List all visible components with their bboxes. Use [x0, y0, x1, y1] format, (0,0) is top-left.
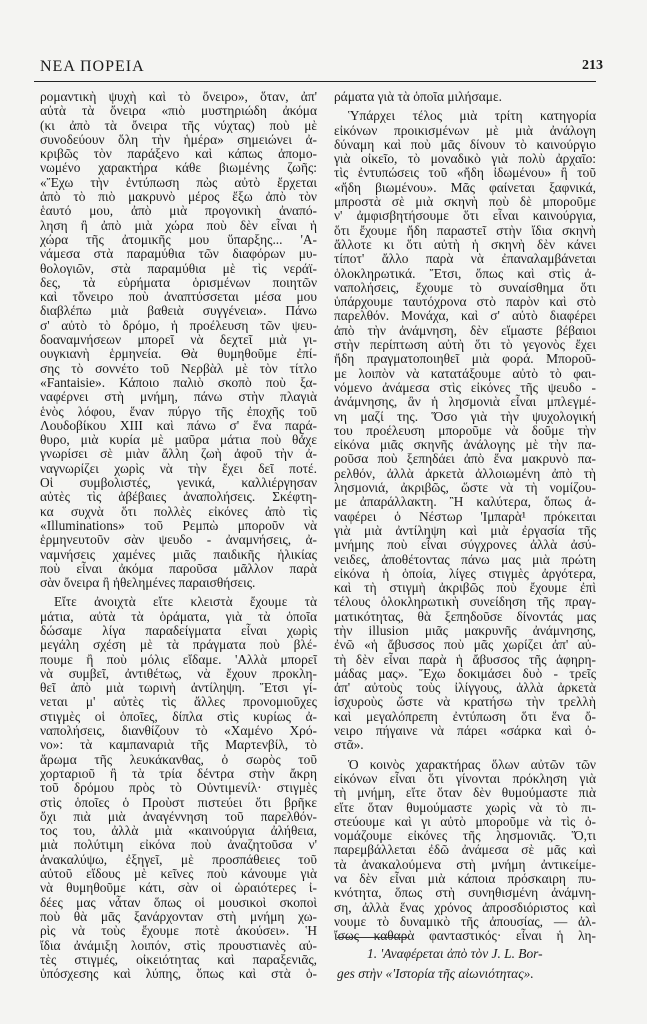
- paragraph: [334, 109, 596, 752]
- text-line: στεύουμε καὶ γι αὐτὸ μποροῦμε νὰ τὶς ὀ-: [334, 813, 596, 829]
- text-line: εἰκόνων προικισμένων μὲ μιὰ ἀνάλογη: [334, 122, 596, 138]
- text-line: ἑνὸς λόφου, ἕναν πύργο τῆς ἐποχῆς τοῦ: [40, 403, 317, 419]
- text-line: Ὁ κοινὸς χαρακτήρας ὅλων αὐτῶν τῶν: [348, 756, 596, 772]
- text-line: «Illuminations» τοῦ Ρεμπὼ μποροῦν νὰ: [40, 517, 317, 533]
- text-line: ἄρωμα τῆς λευκάκανθας, ὁ σωρὸς τοῦ: [40, 751, 317, 767]
- text-line: τὶς ἐντυπώσεις τοῦ «ἤδη ἰδωμένου» ἢ τοῦ: [334, 165, 596, 181]
- header-rule: [34, 81, 596, 82]
- text-line: νὰ συμβεῖ, ἀντιθέτως, νὰ ἔχουν προκλη-: [40, 665, 317, 681]
- text-line: με λοιπὸν νὰ κατατάξουμε αὐτὸ τὸ φαι-: [334, 365, 596, 381]
- text-line: Λουδοβίκου XIII καὶ πάνω σ' ἕνα παρά-: [40, 417, 317, 433]
- text-line: ἀνάμνησης, ἂν ἡ λησμονιὰ εἶναι μπλεγμέ-: [334, 394, 596, 410]
- text-line: νόμενο ἀνάμεσα στὶς εἰκόνες τῆς ψευδο -: [334, 379, 596, 395]
- text-line: νωμένο χαρακτήρα κάθε βιωμένης ζωῆς:: [40, 160, 317, 176]
- text-line: διαβλέπω μιὰ βαθειὰ συγγένεια». Πάνω: [40, 303, 317, 319]
- text-line: τὰ ἀνακαλούμενα στὴ μνήμη ἀντικείμε-: [334, 856, 596, 872]
- text-line: λησμονιά, ἀκριβῶς, ὥστε νὰ τὴ νομίζου-: [334, 480, 596, 496]
- text-line: ἐνῶ «ἡ ἄβυσσος ποὺ μᾶς χωρίζει ἀπ' αὐ-: [334, 637, 596, 653]
- text-line: ἑαυτό μου, ἀπὸ μιὰ προγονικὴ ἀναπό-: [40, 203, 317, 219]
- text-line: αὐτὲς τὶς ἀβέβαιες ἀναπολήσεις. Σκέφτη-: [40, 489, 317, 505]
- text-line: ὄχι πιὰ μιὰ ἀναγέννηση τοῦ παρελθόν-: [40, 808, 317, 824]
- text-line: μνήμης ποὺ εἶναι σύγχρονες ἀλλὰ ἀσύ-: [334, 537, 596, 553]
- text-line: μιὰ πολύτιμη εἰκόνα ποὺ ἀναζητοῦσα ν': [40, 837, 317, 853]
- paragraph: [40, 90, 317, 590]
- text-line: δύναμη καὶ ποὺ μᾶς δίνουν τὸ καινούργιο: [334, 136, 596, 152]
- text-line: ναφέρει ὁ Νέστωρ 'Ιμπαρὰ¹ πρόκειται: [334, 508, 596, 524]
- text-line: καὶ τὄνειρο ποὺ ἀναπτύσσεται μέσα μου: [40, 289, 317, 305]
- text-line: νουμε τὸ δυναμικὸ τῆς ἀπουσίας, — ἀλ-: [334, 913, 596, 929]
- text-line: ἴδια ἀνάμιξη λοιπόν, στὶς προυστιανὲς αὐ-: [40, 937, 317, 953]
- text-line: τὲς στιγμές, οἰκειότητας καὶ παραξενιᾶς,: [40, 951, 317, 967]
- text-line: νάμεσα στὰ παραμύθια τῶν διαφόρων μυ-: [40, 246, 317, 262]
- text-line: ναπολήσεις, διανθίζουν τὸ «Χαμένο Χρό-: [40, 723, 317, 739]
- text-line: τὴ δὲν εἶναι παρὰ ἡ ἄβυσσος τῆς ἀφηρη-: [334, 651, 596, 667]
- text-line: νη μαζί της. Ὅσο γιὰ τὴν ψυχολογική: [334, 408, 596, 424]
- text-line: θεῖ ἀπὸ μιὰ τωρινὴ ἀντίληψη. Ἔτσι γί-: [40, 680, 317, 696]
- text-line: ματικότητας, θὰ ξεπηδοῦσε δίνοντάς μας: [334, 608, 596, 624]
- text-line: ναμνήσεις χαμένες μιᾶς παιδικῆς ἡλικίας: [40, 546, 317, 562]
- text-line: ροῦσα ποὺ ξεπηδάει ἀπὸ ἕνα μακρυνὸ πα-: [334, 451, 596, 467]
- text-line: ἤδη πραγματοποιηθεῖ μιὰ φορά. Μποροῦ-: [334, 351, 596, 367]
- text-line: ἀπὸ τὸ πιὸ μακρυνὸ μέρος ἔξω ἀπὸ τὸν: [40, 189, 317, 205]
- text-line: εἴτε ὅταν θυμούμαστε χωρὶς νὰ τὸ πι-: [334, 799, 596, 815]
- text-line: παρεμβάλλεται ἐδῶ ἀνάμεσα σὲ μᾶς καὶ: [334, 842, 596, 858]
- text-line: μάδας μας». Ἔχω δοκιμάσει δυὸ - τρεῖς: [334, 665, 596, 681]
- text-line: εἰκόνα μιᾶς σκηνῆς ἀνάλογης μὲ τὴν πα-: [334, 437, 596, 453]
- text-line: «ἤδη βιωμένου». Μᾶς φαίνεται ξαφνικά,: [334, 179, 596, 195]
- text-line: δοαναμνήσεων μπορεῖ νὰ δεχτεῖ μιὰ γι-: [40, 332, 317, 348]
- text-line: ράματα γιὰ τὰ ὁποῖα μιλήσαμε.: [334, 89, 502, 104]
- text-line: ἀπὸ τὴν ἀνάμνηση, δὲν εἴμαστε βέβαιοι: [334, 322, 596, 338]
- text-line: σὰν ὄνειρα ἢ ἠθελημένες παραισθήσεις.: [40, 575, 256, 591]
- text-line: τίποτ' ἄλλο παρὰ νὰ ἐπαναλαμβάνεται: [334, 251, 596, 267]
- text-line: ληση ἢ ἀπὸ μιὰ χώρα ποὺ δὲν εἶναι ἡ: [40, 217, 317, 233]
- text-line: ἀπ' αὐτοὺς τοὺς ἰλίγγους, ἀλλὰ ἀρκετὰ: [334, 680, 596, 696]
- text-line: κνότητα, ὅπως στὴ συνηθισμένη ἀνάμνη-: [334, 885, 596, 901]
- text-line: γνωρίσει σὲ μιὰν ἄλλη ζωὴ ἀφοῦ τὴν ἀ-: [40, 446, 317, 462]
- text-line: καὶ τὴ στιγμὴ ἀκριβῶς ποὺ ἔχουμε ἐπὶ: [334, 580, 596, 596]
- text-line: δες, τὰ εὑρήματα ὁρισμένων ποιητῶν: [40, 274, 317, 290]
- text-line: αὐτοῦ εἴδους μὲ κεῖνες ποὺ κάνουμε γιὰ: [40, 866, 317, 882]
- text-line: κριβῶς τὸν παράξενο καὶ κάπως ἀπομο-: [40, 146, 317, 162]
- text-line: αὐτὰ τὰ ὄνειρα «πιὸ μυστηριώδη ἀκόμα: [40, 103, 317, 119]
- text-line: νὰ θυμηθοῦμε κάτι, σὰν οἱ ὡραιότερες ἰ-: [40, 880, 317, 896]
- text-line: χώρα τῆς ἀτομικῆς μου ὕπαρξης... 'Α-: [40, 231, 317, 247]
- text-line: θολογιῶν, στὰ παραμύθια μὲ τὶς νεράϊ-: [40, 260, 317, 276]
- paragraph: [40, 595, 317, 981]
- text-line: μάτια, αὐτὰ τὰ ὁράματα, γιὰ τὰ ὁποῖα: [40, 608, 317, 624]
- text-line: ἴσως καθαρὰ φανταστικός· εἶναι ἡ λη-: [334, 928, 596, 944]
- text-line: συνοδεύουν ὅλη τὴν ἡμέρα» σημειώνει ἀ-: [40, 131, 317, 147]
- text-line: μεγάλη σχέση μὲ τὰ πράγματα ποὺ βλέ-: [40, 637, 317, 653]
- paragraph: [334, 758, 596, 944]
- text-line: δέες μας νἆταν ὅπως οἱ μουσικοὶ σκοποὶ: [40, 894, 317, 910]
- text-line: ν' ἀμφισβητήσουμε ὅτι εἶναι καινούργια,: [334, 208, 596, 224]
- text-line: με ἀπαράλλακτη. Ἢ καλύτερα, ὅπως ἀ-: [334, 494, 596, 510]
- text-line: νειδες, ἀποθέτοντας πάνω μας μιὰ πρώτη: [334, 551, 596, 567]
- footnote: [337, 944, 596, 984]
- text-line: ρελθόν, ἀλλὰ ἀρκετὰ ἀλλοιωμένη ἀπὸ τὴ: [334, 465, 596, 481]
- text-line: ναφέρνει στὴ μνήμη, πάνω στὴν πλαγιὰ: [40, 389, 317, 405]
- paragraph: [334, 90, 596, 104]
- text-line: πουμε ἢ ποὺ μόλις εἴδαμε. 'Αλλὰ μπορεῖ: [40, 651, 317, 667]
- text-line: στιγμὲς οἱ ὁποῖες, δίπλα στὶς κυρίως ἀ-: [40, 708, 317, 724]
- text-line: τέλους ὁλοκληρωτικὴ συνείδηση τῆς πραγ-: [334, 594, 596, 610]
- text-line: καὶ μεγαλόπρεπη ἐντύπωση ὅτι ἕνα ὄ-: [334, 708, 596, 724]
- text-line: ουγκιανὴ ἑρμηνεία. Θὰ θυμηθοῦμε ἐπί-: [40, 346, 317, 362]
- text-line: νειρο πήγαινε νὰ πάρει «σάρκα καὶ ὀ-: [334, 723, 596, 739]
- footnote-line: ges στὴν «'Ιστορία τῆς αἰωνιότητας».: [337, 966, 534, 981]
- text-line: ναγνωρίζει χωρὶς νὰ τὴν ἔχει δεῖ ποτέ.: [40, 460, 317, 476]
- footnote-line: 1. 'Αναφέρεται ἀπὸ τὸν J. L. Bor-: [367, 946, 543, 961]
- text-line: ση, ἀλλὰ ἕνας χρόνος ἀπροσδιόριστος καὶ: [334, 899, 596, 915]
- text-line: τοῦ δρόμου πρὸς τὸ Οὐντιμενίλ· στιγμὲς: [40, 780, 317, 796]
- text-line: ὑπάρχουμε ταυτόχρονα στὸ παρὸν καὶ στὸ: [334, 294, 596, 310]
- text-line: ἰσχυροὺς ὥστε νὰ κρατήσω τὴν τρελλὴ: [334, 694, 596, 710]
- text-line: (κι ἀπὸ τὰ ὄνειρα τῆς νύχτας) ποὺ μὲ: [40, 117, 317, 133]
- text-line: ποὺ θὰ μᾶς ξανάρχονταν στὴ μνήμη χω-: [40, 908, 317, 924]
- text-line: εἰκόνων εἶναι ὅτι γίνονται πρόκληση γιὰ: [334, 770, 596, 786]
- text-line: στὴν περίπτωση αὐτὴ ὅτι τὸ γεγονὸς ἔχει: [334, 337, 596, 353]
- right-column: [334, 90, 596, 949]
- text-line: νομάζουμε εἰκόνες τῆς λησμονιᾶς. Ὅ,τι: [334, 828, 596, 844]
- text-line: γιὰ μιὰ ἀντίληψη καὶ μιὰ ἐργασία τῆς: [334, 522, 596, 538]
- text-line: ὅτι ἔχουμε ἤδη παραστεῖ στὴν ἴδια σκηνὴ: [334, 222, 596, 238]
- left-column: [40, 90, 317, 986]
- text-line: ὁλοκληρωτικά. Ἔτσι, ὅπως καὶ στὶς ἀ-: [334, 265, 596, 281]
- text-line: σ' αὐτὸ τὸ δρόμο, ἡ προέλευση τῶν ψευ-: [40, 317, 317, 333]
- running-head: ΝΕΑ ΠΟΡΕΙΑ: [40, 58, 145, 75]
- text-line: να δὲν εἶναι μιὰ κάποια πρόσκαιρη πυ-: [334, 871, 596, 887]
- text-line: κα συχνὰ ὅτι πολλὲς εἰκόνες ἀπὸ τὶς: [40, 503, 317, 519]
- text-line: γιὰ οἰκεῖο, τὸ μοναδικὸ γιὰ πολὺ ἀρχαῖο:: [334, 151, 596, 167]
- page-number: 213: [582, 58, 603, 73]
- text-line: ποὺ εἶναι ἀκόμα παροῦσα μᾶλλον παρὰ: [40, 560, 317, 576]
- text-line: εἰκόνα ἡ ὁποία, λίγες στιγμὲς ἀργότερα,: [334, 565, 596, 581]
- text-line: ὑπόσχεσης καὶ λύπης, ὅπως καὶ στὰ ὁ-: [40, 966, 317, 982]
- text-line: του προέλευση μποροῦμε νὰ δοῦμε τὴν: [334, 422, 596, 438]
- text-line: ναπολήσεις, ἔχουμε τὸ συναίσθημα ὅτι: [334, 279, 596, 295]
- text-line: παρελθόν. Μονάχα, καὶ σ' αὐτὸ διαφέρει: [334, 308, 596, 324]
- text-line: στᾶ».: [334, 737, 364, 753]
- text-line: Εἴτε ἀνοιχτὰ εἴτε κλειστὰ ἔχουμε τὰ: [54, 594, 317, 610]
- text-line: μπροστὰ σὲ μιὰ σκηνὴ ποὺ δὲ μποροῦμε: [334, 194, 596, 210]
- text-line: στὶς ὁποῖες ὁ Προὺστ πιστεύει ὅτι βρῆκε: [40, 794, 317, 810]
- text-line: ρὶς νὰ τοὺς ἔχουμε ποτὲ ἀκούσει». Ἡ: [40, 923, 317, 939]
- text-line: χορταριοῦ ἢ τὰ τρία δέντρα στὴν ἄκρη: [40, 765, 317, 781]
- text-line: δώσαμε λίγα παραδείγματα εἶναι χωρὶς: [40, 622, 317, 638]
- text-line: «Fantaisie». Κάποιο παλιὸ σκοπὸ ποὺ ξα-: [40, 374, 317, 390]
- text-line: τος του, ἀλλὰ μιὰ «καινούργια ἀλήθεια,: [40, 823, 317, 839]
- text-line: σης τὸ σοννέτο τοῦ Νερβὰλ μὲ τὸν τίτλο: [40, 360, 317, 376]
- footnote-rule: [337, 937, 409, 938]
- text-line: τὴ μνήμη, εἴτε ὅταν δὲν θυμούμαστε πιὰ: [334, 785, 596, 801]
- text-line: ἑρμηνευτοῦν σὰν ψευδο - ἀναμνήσεις, ἀ-: [40, 532, 317, 548]
- text-line: θυρο, μιὰ κυρία μὲ μαῦρα μάτια ποὺ θἆχε: [40, 432, 317, 448]
- text-line: «Ἔχω τὴν ἐντύπωση πὼς αὐτὸ ἔρχεται: [40, 174, 317, 190]
- text-line: Ὑπάρχει τέλος μιὰ τρίτη κατηγορία: [348, 108, 596, 124]
- text-line: ἄλλοτε κι ὅτι αὐτὴ ἡ σκηνὴ δὲν κάνει: [334, 236, 596, 252]
- text-line: νο»: τὰ καμπαναριὰ τῆς Μαρτενβίλ, τὸ: [40, 737, 317, 753]
- text-line: Οἱ συμβολιστές, γενικά, καλλιέργησαν: [40, 475, 317, 491]
- text-line: νεται μ' αὐτὲς τὶς ἄλλες προνομιοῦχες: [40, 694, 317, 710]
- text-line: ἀνακαλύψω, ἐξηγεῖ, μὲ προσπάθειες τοῦ: [40, 851, 317, 867]
- text-line: ρομαντικὴ ψυχὴ καὶ τὸ ὄνειρο», ὅταν, ἀπ': [40, 89, 317, 104]
- text-line: τὴν illusion μιᾶς μακρυνῆς ἀνάμνησης,: [334, 622, 596, 638]
